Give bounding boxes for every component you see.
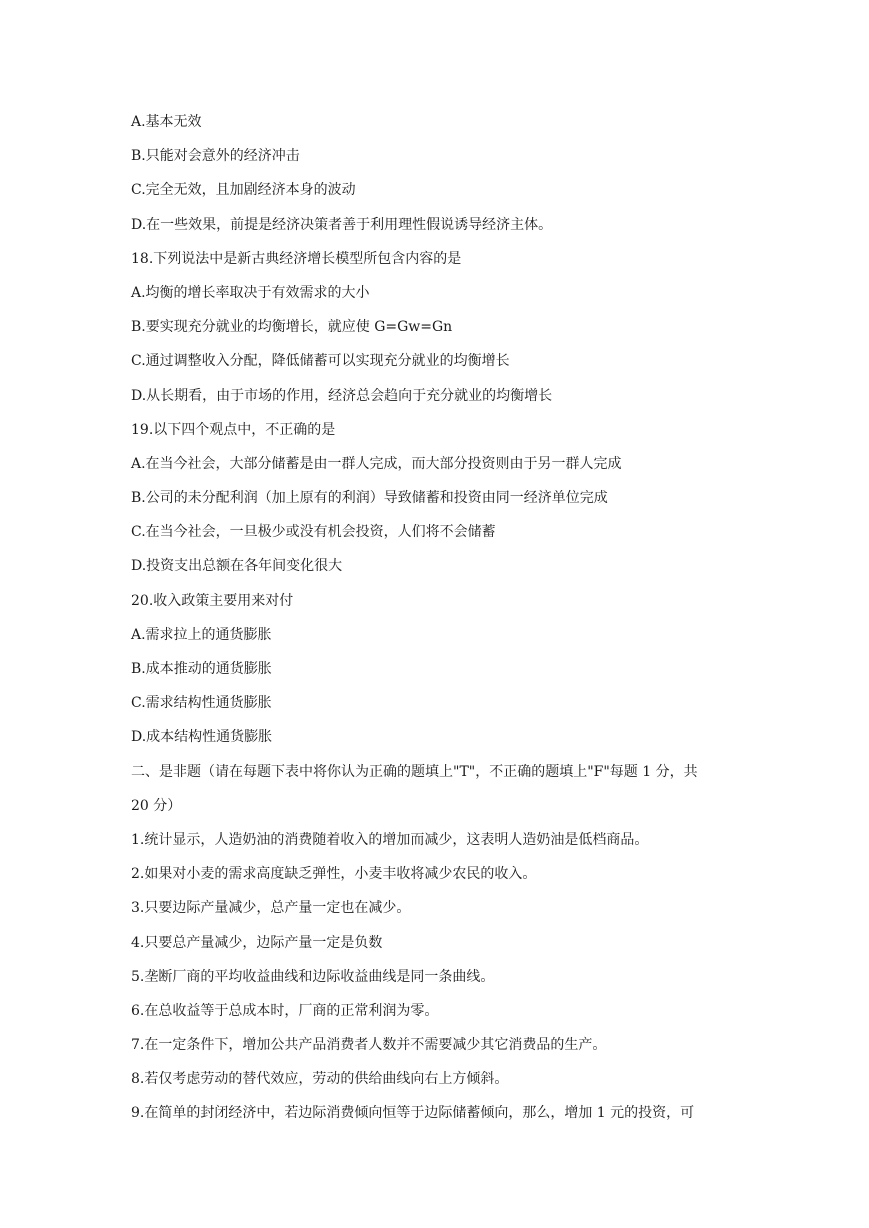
tf-item-3: 3.只要边际产量减少，总产量一定也在减少。 [131,900,411,917]
section-2-heading: 二、是非题（请在每题下表中将你认为正确的题填上"T"，不正确的题填上"F"每题 1 分，共 [131,763,698,780]
option-17a: A.基本无效 [131,114,202,130]
option-18b: B.要实现充分就业的均衡增长，就应使 G=Gw=Gn [131,319,453,336]
question-20: 20.收入政策主要用来对付 [131,592,294,609]
tf-item-1: 1.统计显示，人造奶油的消费随着收入的增加而减少，这表明人造奶油是低档商品。 [131,831,649,848]
option-17c: C.完全无效，且加剧经济本身的波动 [131,182,356,199]
question-19: 19.以下四个观点中，不正确的是 [131,421,336,438]
question-18: 18.下列说法中是新古典经济增长模型所包含内容的是 [131,250,462,267]
option-19a: A.在当今社会，大部分储蓄是由一群人完成，而大部分投资则由于另一群人完成 [131,455,622,472]
option-19b: B.公司的未分配利润（加上原有的利润）导致储蓄和投资由同一经济单位完成 [131,490,608,507]
option-20b: B.成本推动的通货膨胀 [131,661,272,677]
option-19d: D.投资支出总额在各年间变化很大 [131,558,343,575]
tf-item-8: 8.若仅考虑劳动的替代效应，劳动的供给曲线向右上方倾斜。 [131,1071,509,1088]
option-18d: D.从长期看，由于市场的作用，经济总会趋向于充分就业的均衡增长 [131,387,553,404]
option-18c: C.通过调整收入分配，降低储蓄可以实现充分就业的均衡增长 [131,353,510,370]
tf-item-4: 4.只要总产量减少，边际产量一定是负数 [131,934,383,951]
document-body [131,108,741,1134]
option-20a: A.需求拉上的通货膨胀 [131,626,272,643]
tf-item-5: 5.垄断厂商的平均收益曲线和边际收益曲线是同一条曲线。 [131,968,495,985]
tf-item-7: 7.在一定条件下，增加公共产品消费者人数并不需要减少其它消费品的生产。 [131,1037,607,1054]
option-19c: C.在当今社会，一旦极少或没有机会投资，人们将不会储蓄 [131,524,496,541]
option-17d: D.在一些效果，前提是经济决策者善于利用理性假说诱导经济主体。 [131,216,553,233]
option-17b: B.只能对会意外的经济冲击 [131,148,300,165]
section-2-heading-cont: 20 分） [131,797,182,814]
tf-item-6: 6.在总收益等于总成本时，厂商的正常利润为零。 [131,1002,439,1019]
tf-item-9: 9.在简单的封闭经济中，若边际消费倾向恒等于边际储蓄倾向，那么，增加 1 元的投资，可 [131,1105,695,1122]
tf-item-2: 2.如果对小麦的需求高度缺乏弹性，小麦丰收将减少农民的收入。 [131,866,537,883]
option-18a: A.均衡的增长率取决于有效需求的大小 [131,284,370,301]
option-20d: D.成本结构性通货膨胀 [131,729,273,746]
option-20c: C.需求结构性通货膨胀 [131,695,272,712]
